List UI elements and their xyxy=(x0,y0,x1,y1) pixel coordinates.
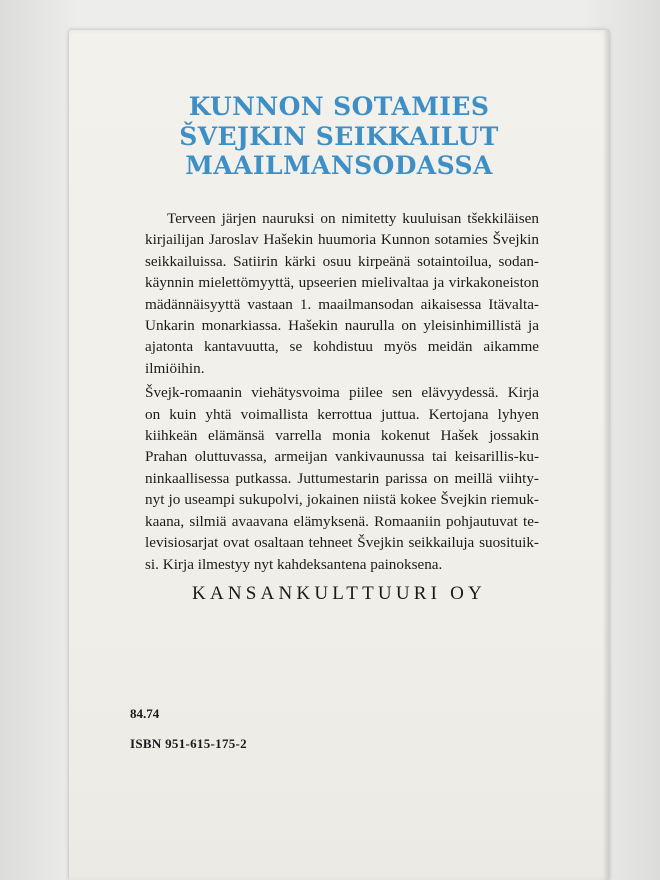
book-back-cover xyxy=(69,30,609,880)
blurb-paragraph-2 xyxy=(145,382,539,575)
text-line: seikkailuissa. Satiirin kärki osuu kirpeänä sotaintoilua, sodan- xyxy=(145,252,539,270)
title-line-3: MAAILMANSODASSA xyxy=(185,151,493,180)
text-line: ilmiöihin. xyxy=(145,359,205,377)
text-line: kiihkeän elämänsä varrella monia kokenut Hašek jossakin xyxy=(145,427,539,445)
text-line: si. Kirja ilmestyy nyt kahdeksantena painoksena. xyxy=(145,555,443,573)
text-line: on kuin yhtä voimallista kerrottua juttua. Kertojana lyhyen xyxy=(145,405,539,423)
text-line: kaana, silmiä avaavana elämyksenä. Romaaniin pohjautuvat te- xyxy=(145,512,539,530)
text-line: Švejk-romaanin viehätysvoima piilee sen elävyydessä. Kirja xyxy=(145,384,539,402)
text-line: mädännäisyyttä vastaan 1. maailmansodan aikaisessa Itävalta- xyxy=(145,295,539,313)
publisher-name: KANSANKULTTUURI OY xyxy=(192,583,486,604)
title-line-1: KUNNON SOTAMIES xyxy=(188,92,490,121)
text-line: Unkarin monarkiassa. Hašekin naurulla on yleisinhimillistä ja xyxy=(145,317,539,335)
title-line-2: ŠVEJKIN SEIKKAILUT xyxy=(179,121,499,151)
book-title xyxy=(69,92,609,181)
blurb-text xyxy=(145,208,539,578)
blurb-paragraph-1 xyxy=(145,208,539,379)
text-line: levisiosarjat ovat osaltaan tehneet Švejkin seikkailuja suosituik- xyxy=(145,534,539,552)
text-line: kirjailijan Jaroslav Hašekin huumoria Kunnon sotamies Švejkin xyxy=(145,231,539,249)
text-line: käynnin mielettömyyttä, upseerien mielivaltaa ja virkakoneiston xyxy=(145,274,539,292)
text-line: ajatonta kantavuutta, se kohdistuu myös meidän aikamme xyxy=(145,338,539,356)
classification-code: 84.74 xyxy=(130,706,160,721)
text-line: ninkaallisessa putkassa. Juttumestarin parissa on meillä viihty- xyxy=(145,469,539,487)
text-line: nyt jo useampi sukupolvi, jokainen niistä kokee Švejkin riemuk- xyxy=(145,491,539,509)
isbn-number: ISBN 951-615-175-2 xyxy=(130,736,247,751)
text-line: Terveen järjen nauruksi on nimitetty kuuluisan tšekkiläisen xyxy=(167,210,539,227)
text-line: Prahan oluttuvassa, armeijan vankivaunussa tai keisarillis-ku- xyxy=(145,448,539,466)
